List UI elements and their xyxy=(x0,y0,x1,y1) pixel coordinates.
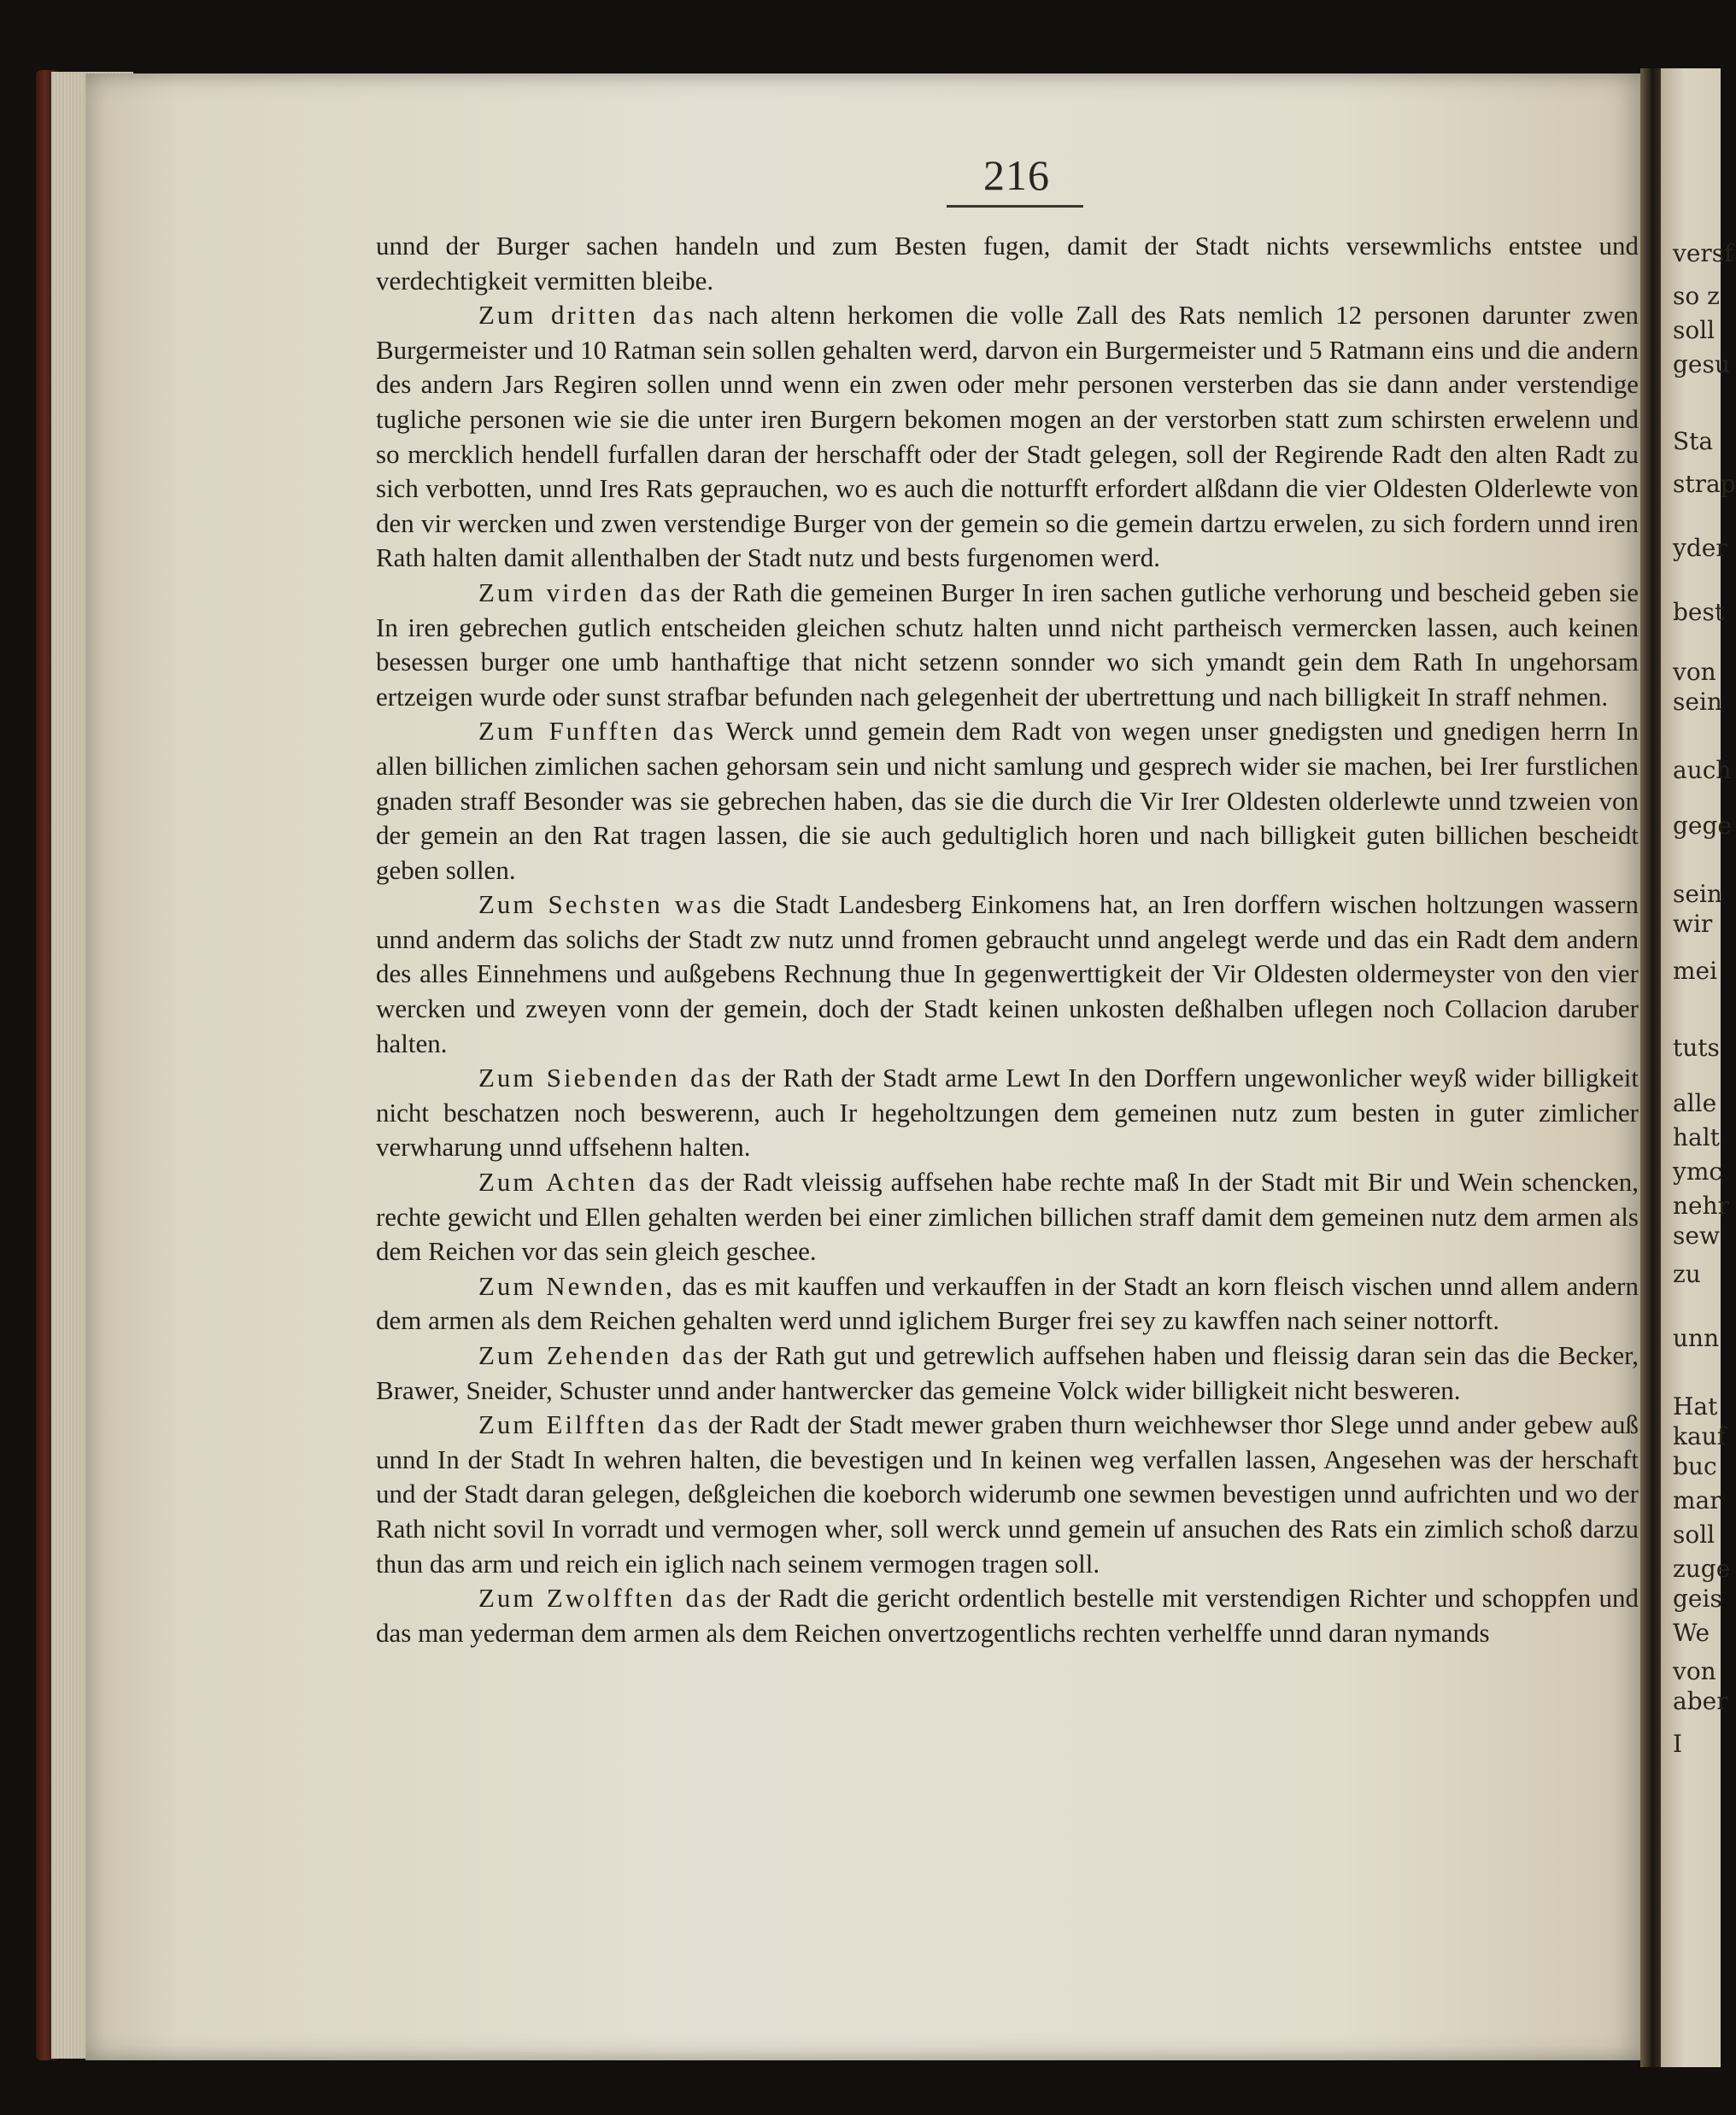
book-gutter xyxy=(1640,68,1663,2067)
next-page-fragment: auch xyxy=(1673,756,1732,784)
paragraph xyxy=(376,888,1639,1061)
paragraph-lead: Zum Funfften das xyxy=(478,716,716,747)
paragraph xyxy=(376,1061,1639,1165)
next-page-fragment: best xyxy=(1673,598,1725,626)
paragraph-text: der Rath die gemeinen Burger In iren sachen gutliche verhorung und bescheid geben sie In iren gebrechen gutlich entscheiden gleichen schutz halten unnd nicht partheisch vermercken lassen, auch keinen besessen burger one umb hanthaftige that nicht setzenn sonnder wo sich ymandt gein dem Rath In ungehorsam ertzeigen wurde oder sunst strafbar befunden nach gelegenheit der ubertrettung und nach billigkeit In straff nehmen. xyxy=(376,577,1639,712)
paragraph xyxy=(376,1165,1639,1269)
next-page-fragment: I xyxy=(1673,1730,1683,1758)
next-page-fragment: wir xyxy=(1673,910,1713,938)
paragraph-text: unnd der Burger sachen handeln und zum Besten fugen, damit der Stadt nichts versewmlichs entstee und verdechtigkeit vermitten bleibe. xyxy=(376,231,1639,296)
next-page-fragment: nehr xyxy=(1673,1192,1730,1220)
paragraph-lead: Zum Sechsten was xyxy=(478,889,724,920)
paragraph-text: das es mit kauffen und verkauffen in der Stadt an korn fleisch vischen unnd allem andern dem armen als dem Reichen gehalten werd unnd iglichem Burger frei sey zu kawffen nach seiner nottorft. xyxy=(376,1270,1639,1336)
next-page-fragment: tuts xyxy=(1673,1034,1720,1062)
paragraph-lead: Zum Eilfften das xyxy=(478,1409,701,1440)
next-page-fragment: soll xyxy=(1673,1520,1715,1549)
next-page-fragment: so z xyxy=(1673,282,1720,310)
paragraph-text: Werck unnd gemein dem Radt von wegen unser gnedigsten und gnedigen herrn In allen billichen zimlichen sachen gehorsam sein und nicht samlung und gesprech wider sie machen, bei Irer furstlichen gnaden straff Besonder was sie gebrechen haben, das sie die durch die Vir Irer Oldesten olderlewte unnd tzweien von der gemein an den Rat tragen lassen, die sie auch gedultiglich horen und nach billigkeit guten billichen bescheidt geben sollen. xyxy=(376,716,1639,885)
next-page-fragment: buc xyxy=(1673,1452,1717,1480)
next-page-fragment: Sta xyxy=(1673,427,1714,455)
next-page-fragment: mei xyxy=(1673,957,1718,985)
paragraph-text: der Radt der Stadt mewer graben thurn weichhewser thor Slege unnd ander gebew auß unnd In der Stadt In wehren halten, die bevestigen und In keinen weg verfallen lassen, Angesehen was der herschaft und der Stadt daran gelegen, deßgleichen die koeborch widerumb one sewmen bevestigen unnd aufrichten und wo der Rath nicht sovil In vorradt und vermogen wher, soll werck unnd gemein uf ansuchen des Rats ein zimlich schoß darzu thun das arm und reich ein iglich nach seinem vermogen tragen soll. xyxy=(376,1409,1639,1579)
next-page-fragment: Hat xyxy=(1673,1392,1718,1421)
next-page-fragment: gege xyxy=(1673,811,1732,840)
paragraph-text: der Rath gut und getrewlich auffsehen haben und fleissig daran sein das die Becker, Brawer, Sneider, Schuster unnd ander hantwercker das gemeine Volck wider billigkeit nicht besweren. xyxy=(376,1340,1639,1405)
next-page-fragment: We xyxy=(1673,1619,1710,1647)
next-page-fragment: gesu xyxy=(1673,350,1730,378)
paragraph-lead: Zum Zehenden das xyxy=(478,1340,725,1370)
next-page-fragment: von xyxy=(1673,658,1716,686)
paragraph xyxy=(376,1581,1639,1650)
next-page-fragment: alle xyxy=(1673,1089,1717,1117)
next-page-fragment: zu xyxy=(1673,1260,1701,1288)
next-page-fragment: sein xyxy=(1673,688,1722,716)
paragraph-lead: Zum Zwolfften das xyxy=(478,1583,729,1614)
paragraph-text: der Rath der Stadt arme Lewt In den Dorffern ungewonlicher weyß wider billigkeit nicht beschatzen noch beswerenn, auch Ir hegeholtzungen dem gemeinen nutz zum besten in guter zimlicher verwharung unnd uffsehenn halten. xyxy=(376,1063,1639,1163)
paragraph xyxy=(376,1269,1639,1339)
body-text xyxy=(376,229,1639,1650)
next-page-fragment: sein xyxy=(1673,880,1722,908)
paragraph-text: nach altenn herkomen die volle Zall des Rats nemlich 12 personen darunter zwen Burgermeister und 10 Ratman sein sollen gehalten werd, darvon ein Burgermeister und 5 Ratmann eins und die andern des andern Jars Regiren sollen unnd wenn ein zwen oder mehr personen versterben das sie dann ander verstendige tugliche personen wie sie die unter iren Burgern bekomen mogen an der verstorben statt zum schirsten erwelenn und so mercklich hendell furfallen daran der herschafft oder der Stadt gelegen, soll der Regirende Radt den alten Radt zu sich verbotten, unnd Ires Rats geprauchen, wo es auch die notturfft erfordert alßdann die vier Oldesten Olderlewte von den vir wercken und zwen verstendige Burger von der gemein so die gemein dartzu erwelen, zu sich fordern unnd iren Rath halten damit allenthalben der Stadt nutz und bests furgenomen werd. xyxy=(376,300,1639,573)
paragraph xyxy=(376,1339,1639,1408)
next-page-fragment: soll xyxy=(1673,316,1715,344)
paragraph-lead: Zum dritten das xyxy=(478,300,696,331)
paragraph-text: der Radt die gericht ordentlich bestelle mit verstendigen Richter und schoppfen und das man yederman dem armen als dem Reichen onvertzogentlichs rechten verhelffe unnd daran nymands xyxy=(376,1583,1639,1648)
paragraph xyxy=(376,714,1639,888)
next-page-fragment: ymc xyxy=(1673,1157,1723,1186)
next-page-fragment: aber xyxy=(1673,1687,1728,1715)
paragraph-lead: Zum Newnden, xyxy=(478,1270,675,1301)
next-page-fragment: unn xyxy=(1673,1324,1720,1352)
next-page-edge xyxy=(1661,68,1736,2067)
paragraph-lead: Zum virden das xyxy=(478,577,683,607)
next-page-fragment: von xyxy=(1673,1657,1716,1685)
next-page-fragment: halt xyxy=(1673,1123,1720,1151)
next-page-fragment: kauf xyxy=(1673,1422,1727,1450)
next-page-fragment: mar xyxy=(1673,1486,1721,1514)
paragraph xyxy=(376,298,1639,576)
page-number-rule xyxy=(947,205,1083,208)
paragraph xyxy=(376,576,1639,714)
next-page-fragment: sew xyxy=(1673,1222,1720,1250)
paragraph-text: der Radt vleissig auffsehen habe rechte maß In der Stadt mit Bir und Wein schencken, rechte gewicht und Ellen gehalten werden bei einer zimlichen billichen straff damit dem gemeinen nutz dem armen als dem Reichen vor das sein gleich geschee. xyxy=(376,1167,1639,1267)
paragraph xyxy=(376,229,1639,298)
paragraph-lead: Zum Siebenden das xyxy=(478,1063,734,1093)
paragraph-lead: Zum Achten das xyxy=(478,1167,692,1198)
paragraph xyxy=(376,1408,1639,1581)
next-page-fragment: versf xyxy=(1673,239,1733,267)
next-page-fragment: geis xyxy=(1673,1585,1722,1613)
paragraph-text: die Stadt Landesberg Einkomens hat, an Iren dorffern wischen holtzungen wassern unnd anderm das solichs der Stadt zw nutz unnd fromen gebraucht unnd angelegt werde und das ein Radt dem andern des alles Einnehmens und außgebens Rechnung thue In gegenwerttigkeit der Vir Oldesten oldermeyster von den vier wercken und zweyen vonn der gemein, doch der Stadt keinen unkosten deßhalben uflegen noch Collacion daruber halten. xyxy=(376,889,1639,1058)
next-page-fragment: strap xyxy=(1673,470,1736,498)
next-page-fragment: zuge xyxy=(1673,1555,1731,1583)
page-number: 216 xyxy=(983,151,1050,199)
next-page-fragment: yder xyxy=(1673,534,1727,562)
